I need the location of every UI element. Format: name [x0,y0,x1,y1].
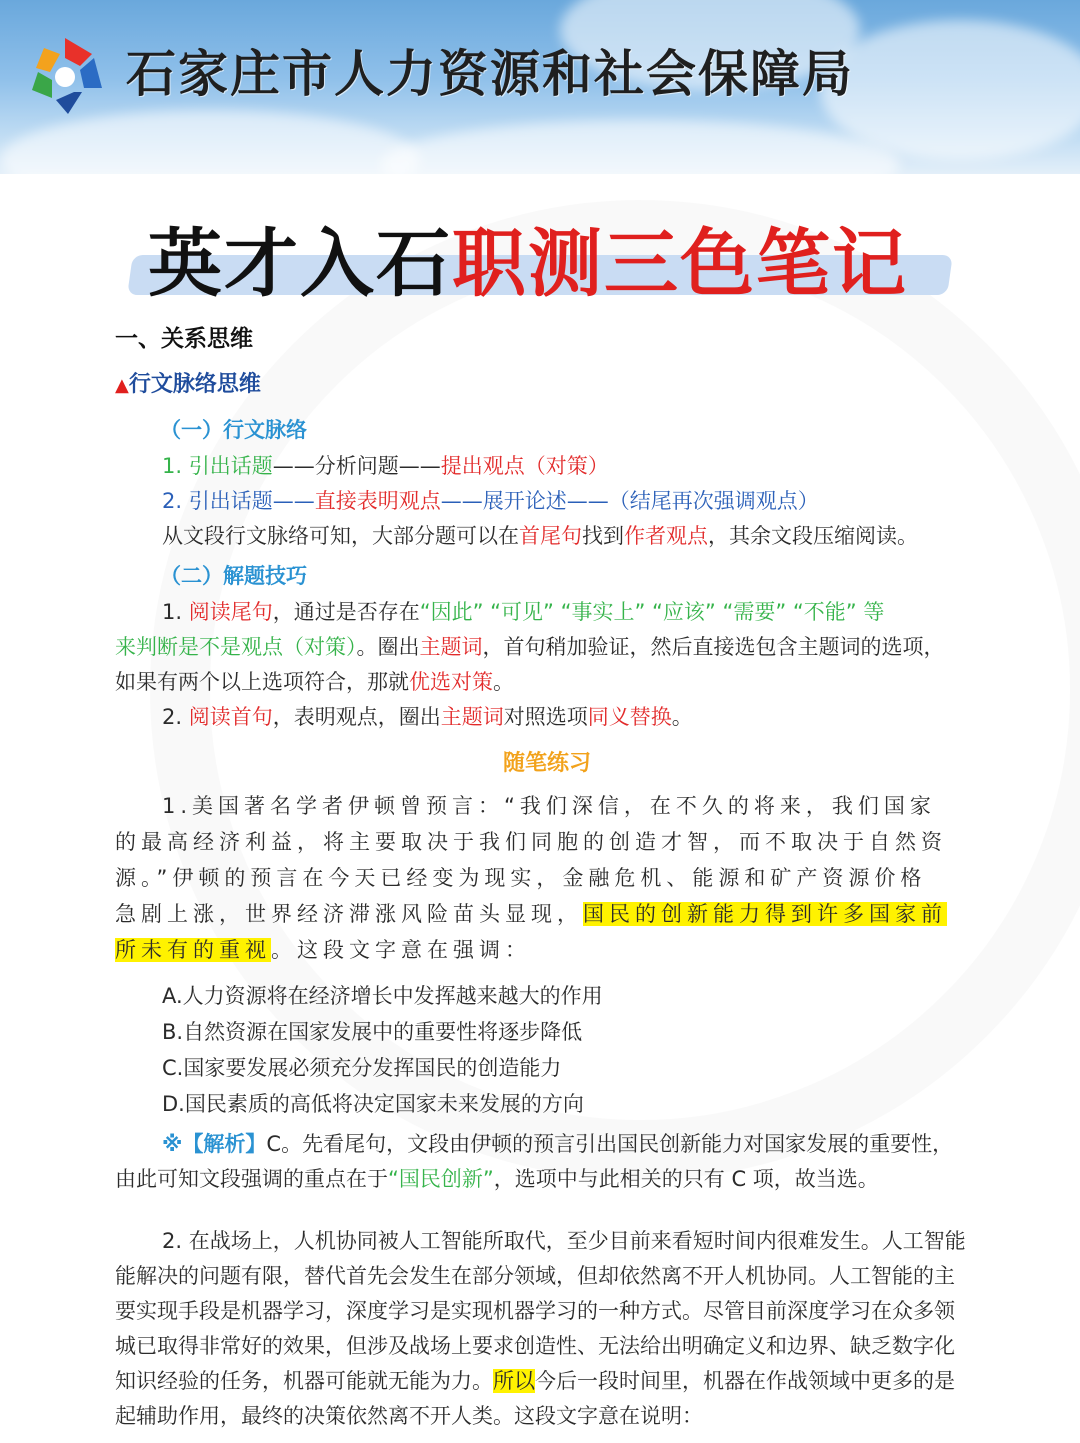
title-part-black: 英才入石 [148,221,452,307]
summary-e: ，其余文段压缩阅读。 [708,524,918,548]
tip-1-text: ，通过是否存在 [272,600,420,624]
structure-line-2-c: ——展开论述——（结尾再次强调观点） [440,489,819,513]
tip-2-rest: ，首句稍加验证，然后直接选包含主题词的选项， [482,635,945,659]
tip-2-green: 来判断是不是观点（对策） [115,635,357,659]
tip-4-num: 2. [162,705,189,729]
structure-line-2-b: 直接表明观点 [314,489,441,513]
page-title [148,205,908,311]
option-c: C.国家要发展必须充分发挥国民的创造能力 [162,1056,562,1080]
analysis-text-2c: ，选项中与此相关的只有 C 项，故当选。 [493,1167,879,1191]
q2-line-5 [115,1365,955,1395]
organization-name: 石家庄市人力资源和社会保障局 [126,44,854,103]
q1-highlight-2: 所未有的重视 [115,938,271,962]
bureau-logo-icon [22,32,108,118]
practice-heading: 随笔练习 [503,751,592,776]
tip-1-words: “因此” “可见” “事实上” “应该” “需要” “不能” 等 [419,600,885,624]
q1-line-4-text: 急剧上涨，世界经济滞涨风险苗头显现， [115,902,583,926]
q2-highlight: 所以 [493,1369,535,1393]
structure-line-1-c: 提出观点（对策） [440,454,609,478]
triangle-marker-icon: ▲ [115,375,129,396]
tip-line-4 [162,701,693,731]
q2-line-5-a: 知识经验的任务，机器可能就无能为力。 [115,1369,493,1393]
title-part-red: 职测三色笔记 [452,221,908,307]
summary-a: 从文段行文脉络可知，大部分题可以在 [162,524,519,548]
q1-line-5-text: 。这段文字意在强调： [271,938,531,962]
tip-4-key1: 阅读首句 [188,705,273,729]
structure-line-1 [162,450,609,480]
q2-line-6: 起辅助作用，最终的决策依然离不开人类。这段文字意在说明： [115,1404,703,1428]
q1-highlight-1: 国民的创新能力得到许多国家前 [583,902,947,926]
title-block [130,205,950,307]
tip-4-text2: 对照选项 [503,705,588,729]
q2-line-2: 能解决的问题有限，替代首先会发生在部分领域，但却依然离不开人机协同。人工智能的主 [115,1264,955,1288]
part-a-heading: （一）行文脉络 [160,418,307,442]
tip-3-end: 。 [493,670,514,694]
q2-line-3: 要实现手段是机器学习，深度学习是实现机器学习的一种方式。尽管目前深度学习在众多领 [115,1299,955,1323]
q1-line-4 [115,898,947,928]
summary-d: 作者观点 [624,524,708,548]
q2-line-5-c: 今后一段时间里，机器在作战领域中更多的是 [535,1369,955,1393]
part-b-heading: （二）解题技巧 [160,564,307,588]
analysis-text-2a: 由此可知文段强调的重点在于 [115,1167,388,1191]
structure-line-1-b: ——分析问题—— [272,454,441,478]
structure-line-1-a: 1. 引出话题 [162,454,273,478]
q1-line-2: 的最高经济利益，将主要取决于我们同胞的创造才智，而不取决于自然资 [115,830,947,854]
tip-1-num: 1. [162,600,189,624]
tip-3-key: 优选对策 [409,670,493,694]
tip-1-key: 阅读尾句 [188,600,273,624]
tip-4-key2: 主题词 [440,705,504,729]
subsection-heading-text: 行文脉络思维 [128,372,261,397]
option-d: D.国民素质的高低将决定国家未来发展的方向 [162,1092,584,1116]
tip-line-3 [115,666,514,696]
cloud-decoration [380,120,900,174]
analysis-keyword: “国民创新” [388,1167,494,1191]
tip-2-text: 。圈出 [356,635,420,659]
analysis-line-1 [162,1128,953,1158]
option-a: A.人力资源将在经济增长中发挥越来越大的作用 [162,984,603,1008]
q1-line-5 [115,934,531,964]
tip-3-text: 如果有两个以上选项符合，那就 [115,670,409,694]
analysis-tag: ※【解析】 [162,1132,267,1156]
subsection-heading [115,367,261,398]
summary-b: 首尾句 [519,524,582,548]
q2-line-4: 城已取得非常好的效果，但涉及战场上要求创造性、无法给出明确定义和边界、缺乏数字化 [115,1334,955,1358]
q2-line-1: 2. 在战场上，人机协同被人工智能所取代，至少目前来看短时间内很难发生。人工智能 [162,1229,966,1253]
tip-4-key3: 同义替换 [587,705,672,729]
q1-line-3: 源。”伊顿的预言在今天已经变为现实，金融危机、能源和矿产资源价格 [115,866,927,890]
section-heading: 一、关系思维 [115,326,253,352]
tip-2-key: 主题词 [419,635,483,659]
summary-c: 找到 [582,524,624,548]
q1-line-1: 1.美国著名学者伊顿曾预言：“我们深信，在不久的将来，我们国家 [162,794,936,818]
tip-4-end: 。 [671,705,693,729]
structure-line-2-a: 2. 引出话题—— [162,489,315,513]
structure-summary [162,520,918,550]
analysis-text-1: C。先看尾句，文段由伊顿的预言引出国民创新能力对国家发展的重要性， [266,1132,954,1156]
structure-line-2 [162,485,819,515]
tip-line-2 [115,631,945,661]
cloud-decoration [0,110,420,174]
tip-line-1 [162,596,884,626]
header-banner [0,0,1080,174]
analysis-line-2 [115,1163,879,1193]
option-b: B.自然资源在国家发展中的重要性将逐步降低 [162,1020,583,1044]
cloud-decoration [820,20,1080,160]
tip-4-text1: ，表明观点，圈出 [272,705,441,729]
